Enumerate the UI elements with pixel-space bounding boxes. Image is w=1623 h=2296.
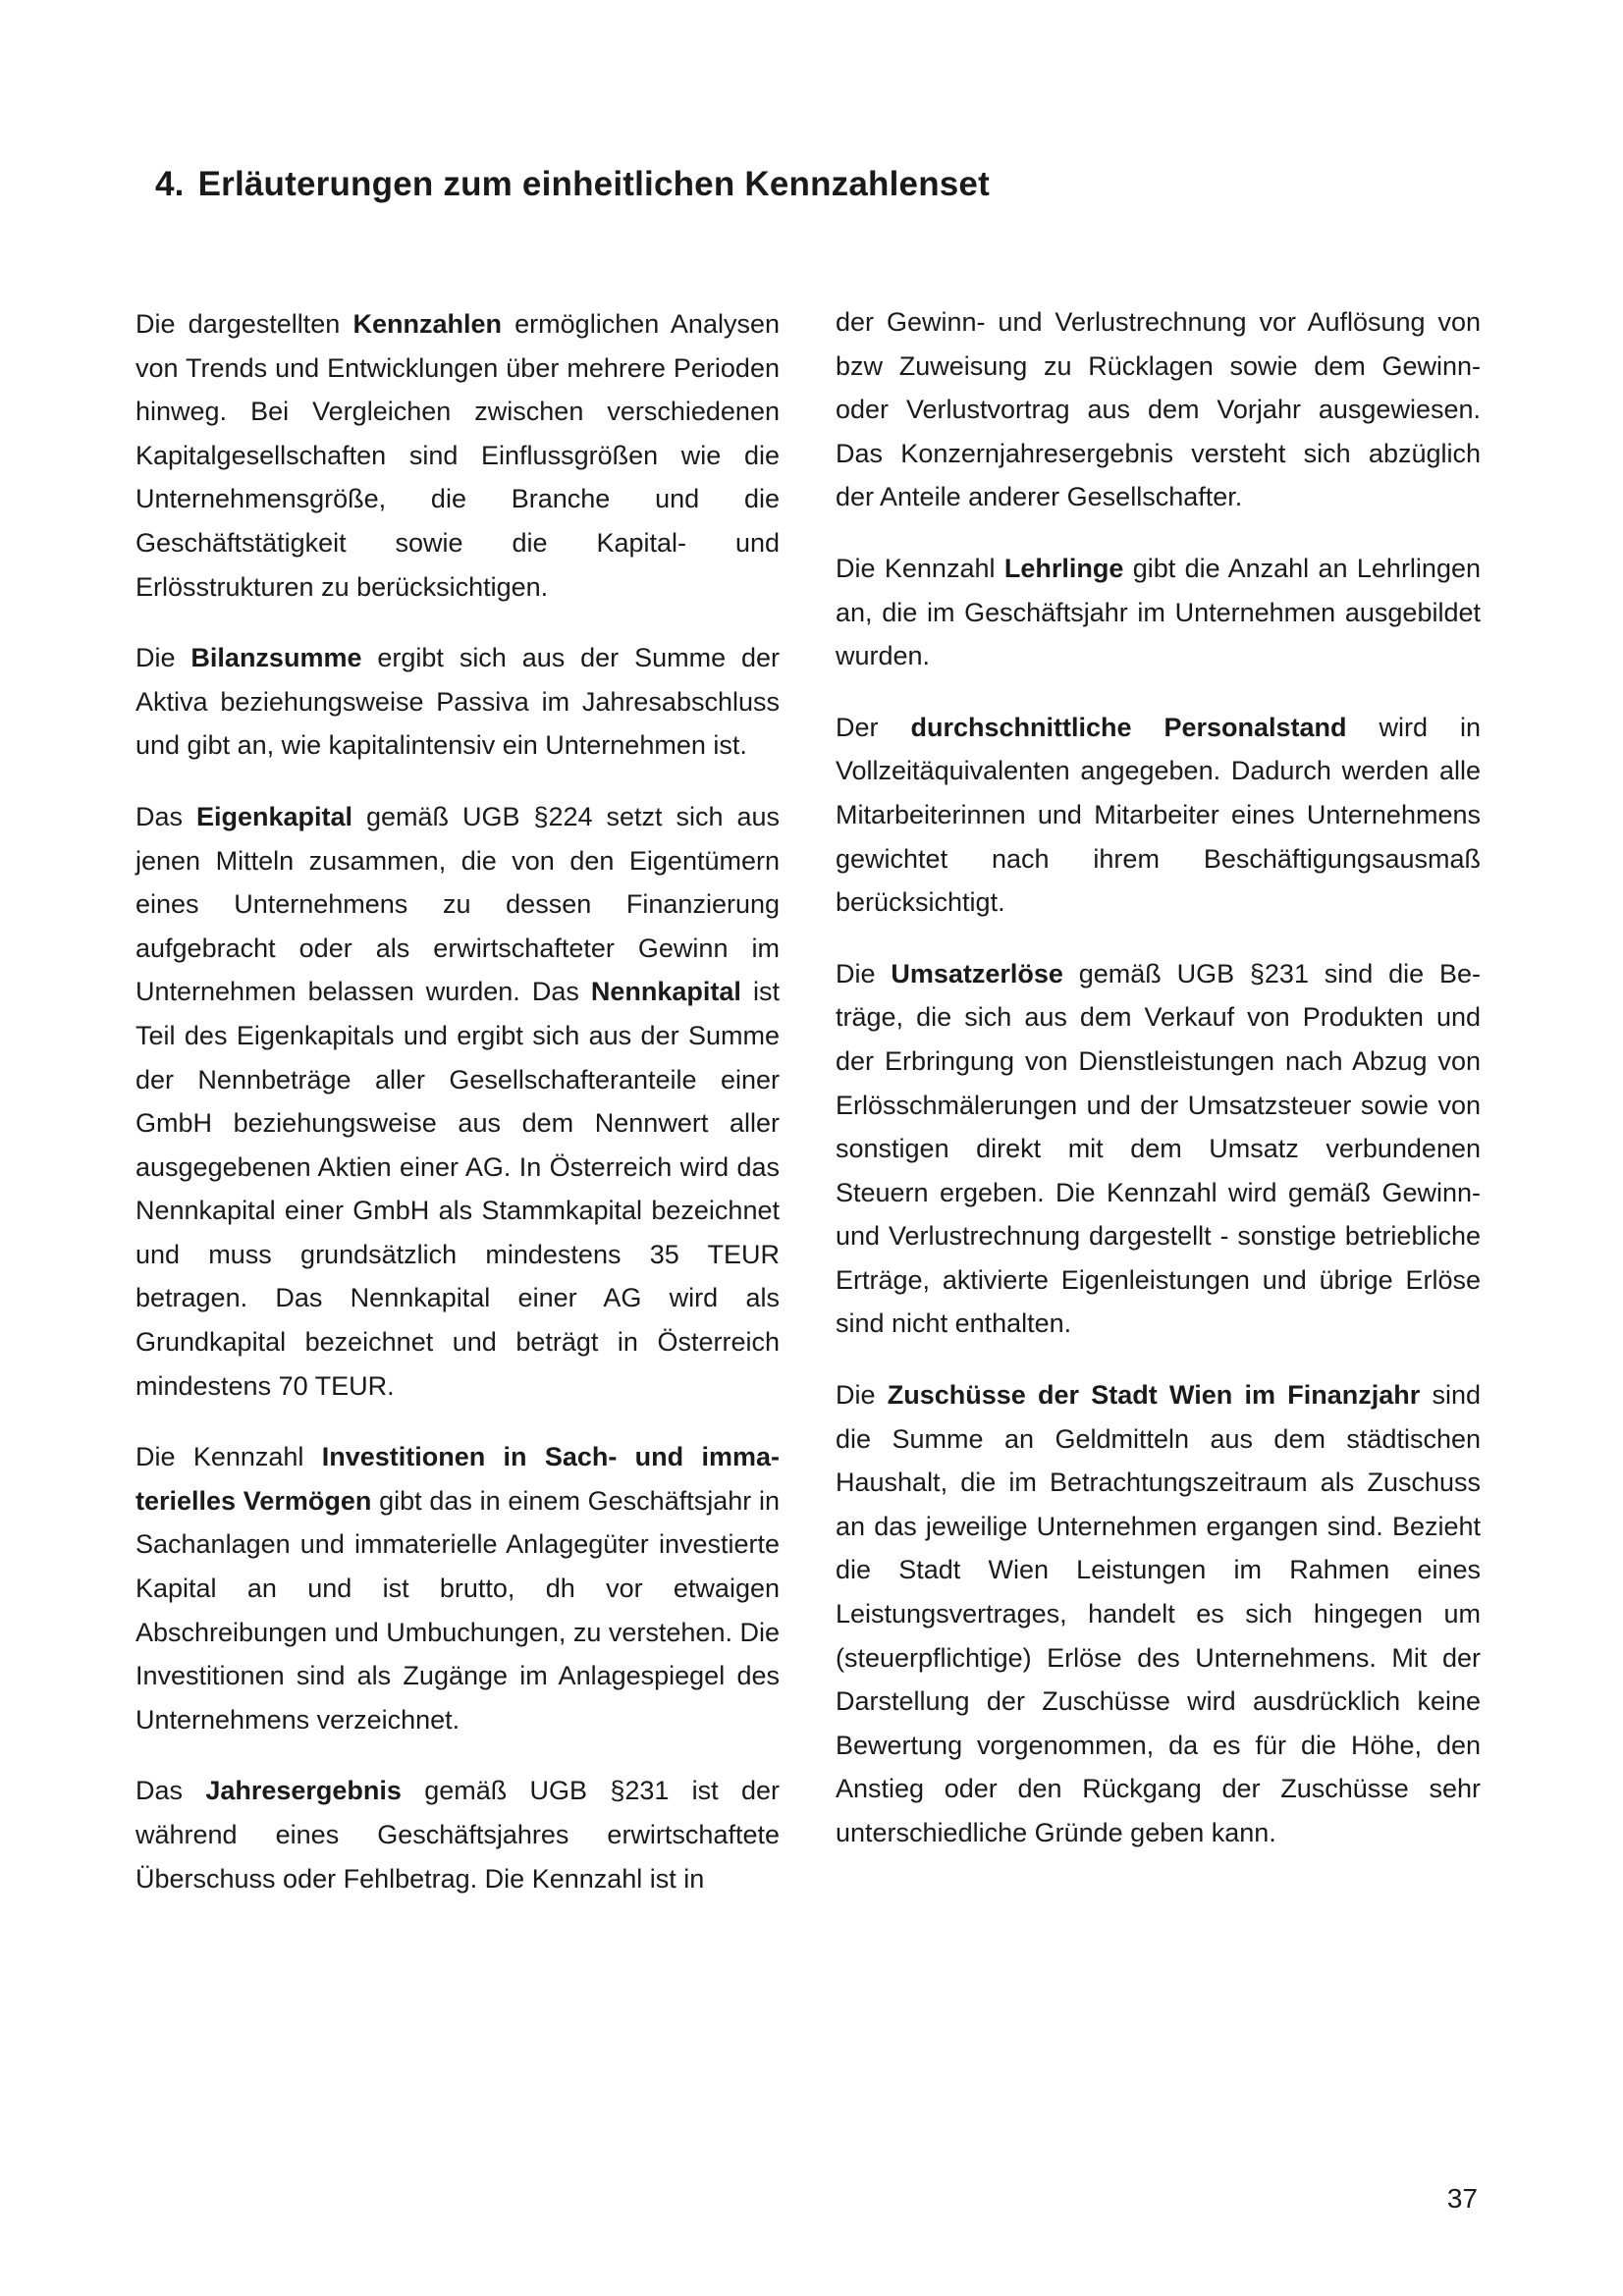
paragraph-lehrlinge: Die Kennzahl Lehrlinge gibt die Anzahl an Lehrlingen an, die im Geschäftsjahr im Unternehmen ausgebildet wurden. <box>836 553 1481 671</box>
paragraph-investitionen: Die Kennzahl Investitionen in Sach- und immaterielles Vermögen gibt das in einem Geschäftsjahr in Sachanlagen und immaterielle Anlagegüter investierte Kapital an und ist brutto, dh vor etwaigen Abschreibungen und Umbuchungen, zu verstehen. Die Investitionen sind als Zugänge im Anlagespiegel des Unternehmens verzeichnet. <box>135 1442 780 1735</box>
term-lehrlinge: Lehrlinge <box>1003 553 1124 583</box>
term-personalstand: durchschnittliche Personalstand <box>910 712 1347 742</box>
paragraph-umsatzerloese: Die Umsatzerlöse gemäß UGB §231 sind die Beträge, die sich aus dem Verkauf von Produkten und der Erbringung von Dienstleistungen nach Abzug von Erlösschmälerungen und der Umsatzsteuer sowie von sonstigen direkt mit dem Umsatz verbundenen Steuern ergeben. Die Kennzahl wird gemäß Gewinn- und Verlustrechnung dargestellt - sonstige betriebliche Erträge, aktivierte Eigenleistungen und übrige Erlöse sind nicht enthalten. <box>836 958 1481 1339</box>
term-eigenkapital: Eigenkapital <box>195 801 353 831</box>
term-nennkapital: Nennkapital <box>590 977 741 1007</box>
term-bilanzsumme: Bilanzsumme <box>190 643 362 673</box>
paragraph-zuschuesse: Die Zuschüsse der Stadt Wien im Finanzjahr sind die Summe an Geldmitteln aus dem städtischen Haushalt, die im Betrachtungszeitraum als Zuschuss an das jeweilige Unternehmen ergangen sind. Bezieht die Stadt Wien Leistungen im Rahmen eines Leistungsvertrages, handelt es sich hingegen um (steuerpflichtige) Erlöse des Unternehmens. Mit der Darstellung der Zuschüsse wird ausdrücklich keine Bewertung vorgenommen, da es für die Höhe, den Anstieg oder den Rückgang der Zuschüsse sehr unterschiedliche Gründe geben kann. <box>836 1380 1481 1847</box>
section-number: 4. <box>155 165 185 203</box>
term-jahresergebnis: Jahresergebnis <box>205 1776 402 1806</box>
term-kennzahlen: Kennzahlen <box>352 309 502 339</box>
term-investitionen: Investitionen in Sach- und immaterielles Vermögen <box>135 1442 780 1516</box>
term-zuschuesse: Zuschüsse der Stadt Wien im Finanzjahr <box>887 1380 1421 1411</box>
term-umsatzerloese: Umsatzerlöse <box>891 958 1063 988</box>
paragraph-jahresergebnis-cont: der Gewinn- und Verlustrechnung vor Auflösung von bzw Zuweisung zu Rücklagen sowie dem Gewinn- oder Verlustvortrag aus dem Vorjahr ausgewiesen. Das Konzernjahresergebnis versteht sich abzüglich der Anteile anderer Gesellschafter. <box>836 307 1481 512</box>
page-number: 37 <box>1446 2183 1478 2214</box>
section-heading <box>155 165 990 204</box>
left-column <box>135 302 780 1928</box>
section-title: Erläuterungen zum einheitlichen Kennzahlenset <box>197 165 990 203</box>
paragraph-kennzahlen: Die dargestellten Kennzahlen ermöglichen Analysen von Trends und Entwicklungen über mehrere Perioden hinweg. Bei Vergleichen zwischen verschiedenen Kapitalgesellschaften sind Einflussgrößen wie die Unternehmensgröße, die Branche und die Geschäftstätigkeit sowie die Kapital- und Erlösstrukturen zu berücksichtigen. <box>135 309 780 602</box>
paragraph-personalstand: Der durchschnittliche Personalstand wird in Vollzeitäquivalenten angegeben. Dadurch werden alle Mitarbeiterinnen und Mitarbeiter eines Unternehmens gewichtet nach ihrem Beschäftigungsausmaß berücksichtigt. <box>836 712 1481 918</box>
paragraph-bilanzsumme: Die Bilanzsumme ergibt sich aus der Summe der Aktiva beziehungsweise Passiva im Jahresabschluss und gibt an, wie kapitalintensiv ein Unternehmen ist. <box>135 643 781 761</box>
paragraph-eigenkapital: Das Eigenkapital gemäß UGB §224 setzt sich aus jenen Mitteln zusammen, die von den Eigentümern eines Unternehmens zu dessen Finanzierung aufgebracht oder als erwirtschafteter Gewinn im Unternehmen belassen wurden. Das Nennkapital ist Teil des Eigenkapitals und ergibt sich aus der Summe der Nennbeträge aller Gesellschafteranteile einer GmbH beziehungsweise aus dem Nennwert aller ausgegebenen Aktien einer AG. In Österreich wird das Nennkapital einer GmbH als Stammkapital bezeichnet und muss grundsätzlich mindestens 35 TEUR betragen. Das Nennkapital einer AG wird als Grundkapital bezeichnet und beträgt in Österreich mindestens 70 TEUR. <box>135 801 780 1401</box>
paragraph-jahresergebnis: Das Jahresergebnis gemäß UGB §231 ist der während eines Geschäftsjahres erwirtschaftete Überschuss oder Fehlbetrag. Die Kennzahl ist in <box>135 1776 780 1894</box>
right-column <box>836 300 1481 1883</box>
